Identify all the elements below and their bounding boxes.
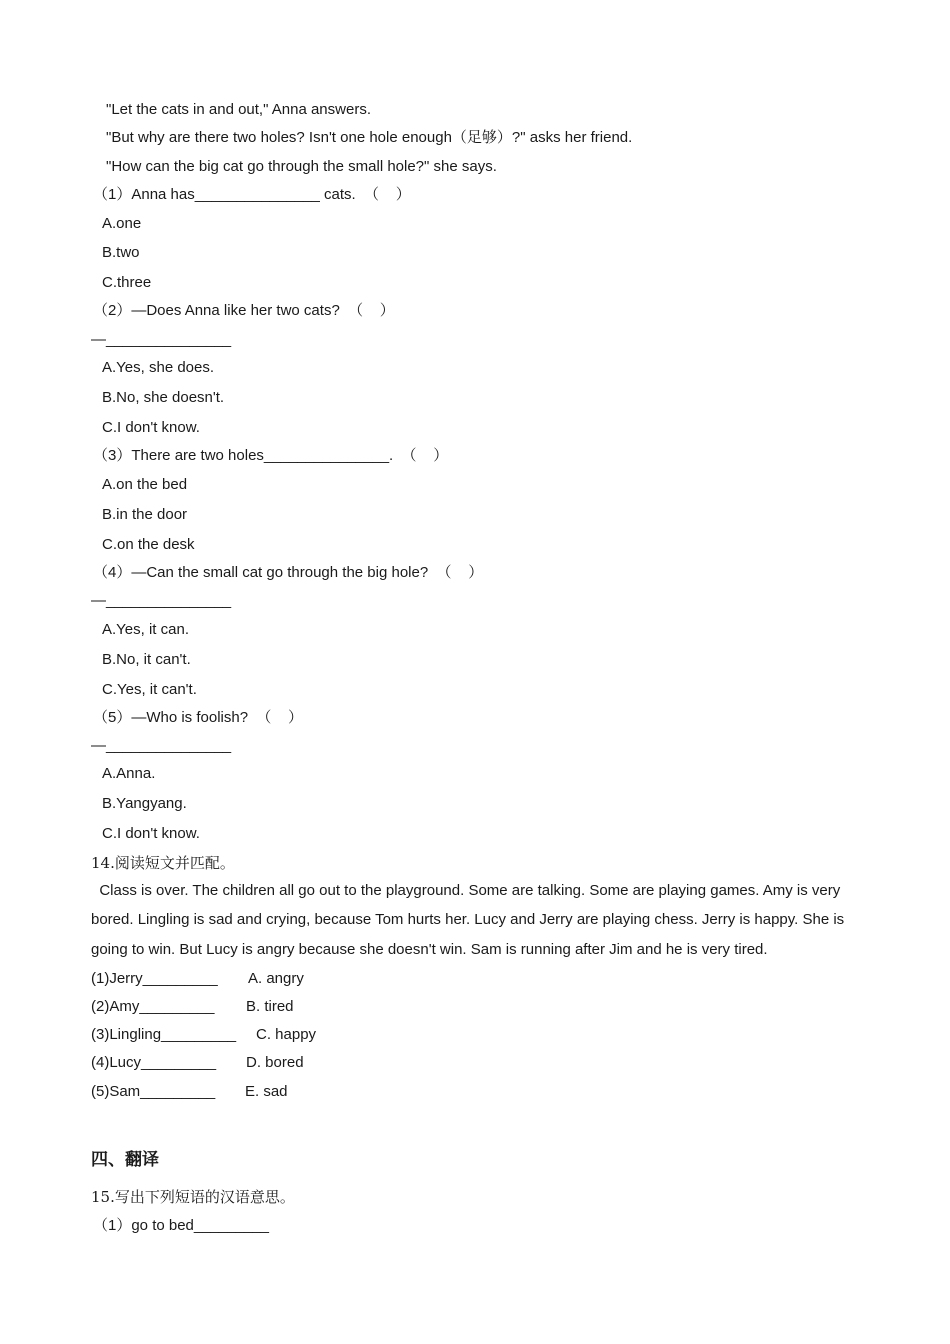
answer-line: —_______________ xyxy=(91,592,232,609)
question-title: 14.阅读短文并匹配。 xyxy=(91,854,235,872)
story-line: "But why are there two holes? Isn't one hole enough（足够）?" asks her friend. xyxy=(106,129,633,146)
question-title: 15.写出下列短语的汉语意思。 xyxy=(91,1188,295,1206)
question-item: （1）go to bed_________ xyxy=(93,1217,269,1234)
section-title: 四、翻译 xyxy=(91,1150,159,1170)
option: C.I don't know. xyxy=(102,825,200,842)
option: A.Anna. xyxy=(102,765,156,782)
option: A.one xyxy=(102,215,142,232)
question-stem: （2）—Does Anna like her two cats? （ ） xyxy=(93,302,395,319)
option: C.on the desk xyxy=(102,536,195,553)
option: C.Yes, it can't. xyxy=(102,681,197,698)
match-right: B. tired xyxy=(246,998,294,1015)
match-left: (3)Lingling_________ xyxy=(91,1026,237,1043)
option: A.on the bed xyxy=(102,476,188,493)
passage-line: Class is over. The children all go out to the playground. Some are talking. Some are playing games. Amy is very xyxy=(91,882,841,899)
option: B.No, she doesn't. xyxy=(102,389,225,406)
option: C.three xyxy=(102,274,152,291)
match-left: (5)Sam_________ xyxy=(91,1083,216,1100)
question-stem: （3）There are two holes_______________. （ ） xyxy=(93,447,449,464)
answer-line: —_______________ xyxy=(91,737,232,754)
question-stem: （1）Anna has_______________ cats. （ ） xyxy=(93,186,411,203)
match-right: E. sad xyxy=(245,1083,288,1100)
option: B.Yangyang. xyxy=(102,795,187,812)
match-left: (4)Lucy_________ xyxy=(91,1054,217,1071)
option: A.Yes, she does. xyxy=(102,359,215,376)
answer-line: —_______________ xyxy=(91,331,232,348)
story-line: "How can the big cat go through the small hole?" she says. xyxy=(106,158,497,175)
option: B.No, it can't. xyxy=(102,651,191,668)
question-stem: （4）—Can the small cat go through the big hole? （ ） xyxy=(93,564,484,581)
match-right: C. happy xyxy=(256,1026,317,1043)
match-right: D. bored xyxy=(246,1054,304,1071)
option: B.two xyxy=(102,244,140,261)
passage-line: bored. Lingling is sad and crying, because Tom hurts her. Lucy and Jerry are playing chess. Jerry is happy. She is xyxy=(91,911,845,928)
question-stem: （5）—Who is foolish? （ ） xyxy=(93,709,304,726)
option: C.I don't know. xyxy=(102,419,200,436)
option: B.in the door xyxy=(102,506,188,523)
match-left: (1)Jerry_________ xyxy=(91,970,218,987)
match-left: (2)Amy_________ xyxy=(91,998,215,1015)
story-line: "Let the cats in and out," Anna answers. xyxy=(106,101,371,118)
option: A.Yes, it can. xyxy=(102,621,189,638)
passage-line: going to win. But Lucy is angry because she doesn't win. Sam is running after Jim and he is very tired. xyxy=(91,941,768,958)
match-right: A. angry xyxy=(248,970,304,987)
